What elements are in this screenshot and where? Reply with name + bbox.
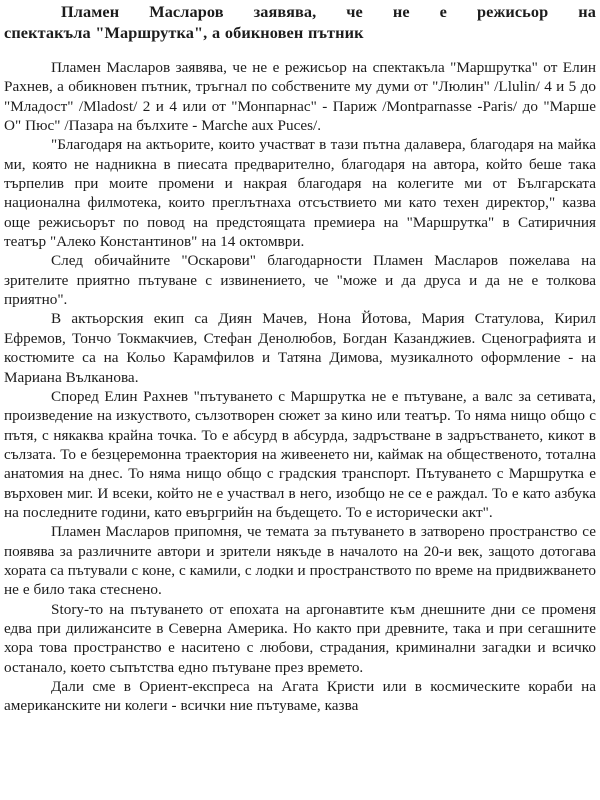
article-body [4,58,596,716]
paragraph: Story-то на пътуването от епохата на аргонавтите към днешните дни се променя едва при дилижансите в Северна Америка. Но както при древните, така и при сегашните хора това пространство е наситено с любови, страдания, криминални загадки и всичко останало, което съпътства едно пътуване през времето. [4,600,596,676]
paragraph: "Благодаря на актьорите, които участват в тази пътна далавера, благодаря на майка ми, която не надникна в пиесата предварително, благодаря на автора, който беше така търпелив при моите промени и накрая благодаря на колегите ми от Българската национална филмотека, които преглътнаха отсъствието ми като техен директор," казва още режисьорът по повод на предстоящата премиера на "Маршрутка" в Сатиричния театър "Алеко Константинов" на 14 октомври. [4,136,596,251]
paragraph: Пламен Масларов припомня, че темата за пътуването в затворено пространство се появява за различните автори и зрители някъде в началото на 20-и век, защото дотогава хората са пътували с коне, с камили, с лодки и пространството по време на придвижването не е било така стеснено. [4,523,596,599]
paragraph: Според Елин Рахнев "пътуването с Маршрутка не е пътуване, а валс за сетивата, произведение на изкуството, сълзотворен сюжет за кино или театър. То няма нищо общо с пътя, с някаква крайна точка. То е абсурд в абсурда, задръстване в задръстването, кикот в сълзата. То е безцеремонна траектория на живеенето ни, каймак на общественото, тотална анатомия на днес. То няма нищо общо с градския транспорт. Пътуването с Маршрутка е върховен миг. И всеки, който не е участвал в него, изобщо не се е раждал. То е като азбука на последните години, като евъргрийн на бъдещето. То е исторически акт". [4,387,596,521]
paragraph: Пламен Масларов заявява, че не е режисьор на спектакъла "Маршрутка" от Елин Рахнев, а обикновен пътник, тръгнал по собствените му думи от "Люлин" /Llulin/ 4 и 5 до "Младост" /Mladost/ 2 и 4 или от "Монпарнас" - Париж /Montparnasse -Paris/ до "Марше О" Пюс" /Пазара на бълхите - Marche aux Puces/. [4,59,596,135]
page-title-line-2: спектакъла "Маршрутка", а обикновен пътник [4,23,364,42]
paragraph: В актьорския екип са Диян Мачев, Нона Йотова, Мария Статулова, Кирил Ефремов, Тончо Токмакчиев, Стефан Денолюбов, Богдан Казанджиев. Сценографията и костюмите са на Кольо Карамфилов и Татяна Димова, музикалното оформление - на Мариана Вълканова. [4,310,596,386]
paragraph: Дали сме в Ориент-експреса на Агата Кристи или в космическите кораби на американските ни колеги - всички ние пътуваме, казва [4,678,596,715]
page-title-line-1: Пламен Масларов заявява, че не е режисьор на [61,2,596,21]
page-title [4,0,596,43]
paragraph: След обичайните "Оскарови" благодарности Пламен Масларов пожелава на зрителите приятно пътуване с извинението, че "може и да друса и да не е толкова приятно". [4,252,596,309]
